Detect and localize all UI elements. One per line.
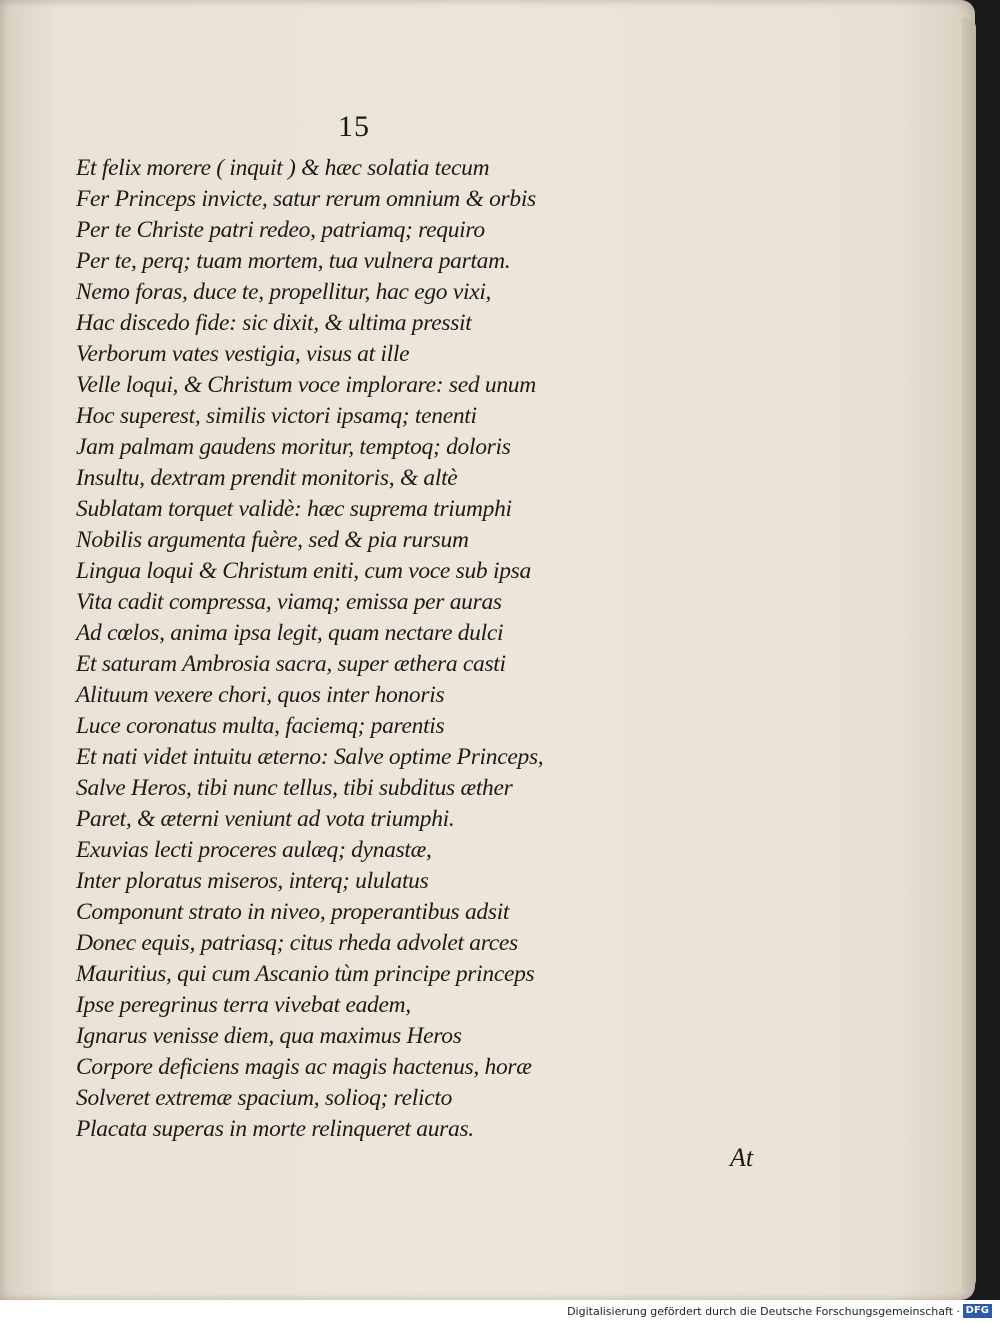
verse-line: Jam palmam gaudens moritur, temptoq; doloris xyxy=(76,434,511,460)
verse-line: Ipse peregrinus terra vivebat eadem, xyxy=(76,992,411,1018)
page-edge xyxy=(962,18,976,1290)
verse-line: Donec equis, patriasq; citus rheda advolet arces xyxy=(76,930,518,956)
dfg-logo: DFG xyxy=(963,1304,992,1318)
verse-line: Componunt strato in niveo, properantibus adsit xyxy=(76,899,510,925)
verse-line: Velle loqui, & Christum voce implorare: sed unum xyxy=(76,372,536,398)
verse-line: Fer Princeps invicte, satur rerum omnium & orbis xyxy=(76,186,536,212)
verse-line: Et nati videt intuitu æterno: Salve optime Princeps, xyxy=(76,744,544,770)
verse-line: Per te Christe patri redeo, patriamq; requiro xyxy=(76,217,485,243)
page-number: 15 xyxy=(338,110,370,143)
verse-line: Insultu, dextram prendit monitoris, & altè xyxy=(76,465,458,491)
funding-notice: Digitalisierung gefördert durch die Deutsche Forschungsgemeinschaft · xyxy=(567,1305,960,1318)
verse-line: Corpore deficiens magis ac magis hactenus, horæ xyxy=(76,1054,532,1080)
verse-line: Nobilis argumenta fuère, sed & pia rursum xyxy=(76,527,469,553)
verse-line: Exuvias lecti proceres aulæq; dynastæ, xyxy=(76,837,432,863)
verse-line: Inter ploratus miseros, interq; ululatus xyxy=(76,868,429,894)
catchword: At xyxy=(730,1143,754,1172)
verse-line: Et felix morere ( inquit ) & hæc solatia tecum xyxy=(76,155,490,181)
verse-line: Placata superas in morte relinqueret auras. xyxy=(76,1116,474,1142)
verse-line: Nemo foras, duce te, propellitur, hac ego vixi, xyxy=(76,279,492,305)
verse-line: Luce coronatus multa, faciemq; parentis xyxy=(76,713,445,739)
verse-line: Hoc superest, similis victori ipsamq; tenenti xyxy=(76,403,477,429)
verse-line: Lingua loqui & Christum eniti, cum voce sub ipsa xyxy=(76,558,531,584)
verse-line: Ad cœlos, anima ipsa legit, quam nectare dulci xyxy=(76,620,504,646)
verse-line: Paret, & æterni veniunt ad vota triumphi. xyxy=(76,806,455,832)
verse-line: Per te, perq; tuam mortem, tua vulnera partam. xyxy=(76,248,511,274)
verse-line: Ignarus venisse diem, qua maximus Heros xyxy=(76,1023,462,1049)
verse-line: Salve Heros, tibi nunc tellus, tibi subditus æther xyxy=(76,775,513,801)
verse-line: Alituum vexere chori, quos inter honoris xyxy=(76,682,445,708)
verse-line: Et saturam Ambrosia sacra, super æthera casti xyxy=(76,651,506,677)
verse-line: Solveret extremæ spacium, solioq; relicto xyxy=(76,1085,453,1111)
verse-line: Vita cadit compressa, viamq; emissa per auras xyxy=(76,589,502,615)
verse-list xyxy=(76,153,636,1145)
verse-line: Hac discedo fide: sic dixit, & ultima pressit xyxy=(76,310,472,336)
verse-line: Mauritius, qui cum Ascanio tùm principe princeps xyxy=(76,961,535,987)
verse-line: Verborum vates vestigia, visus at ille xyxy=(76,341,410,367)
verse-line: Sublatam torquet validè: hæc suprema triumphi xyxy=(76,496,512,522)
